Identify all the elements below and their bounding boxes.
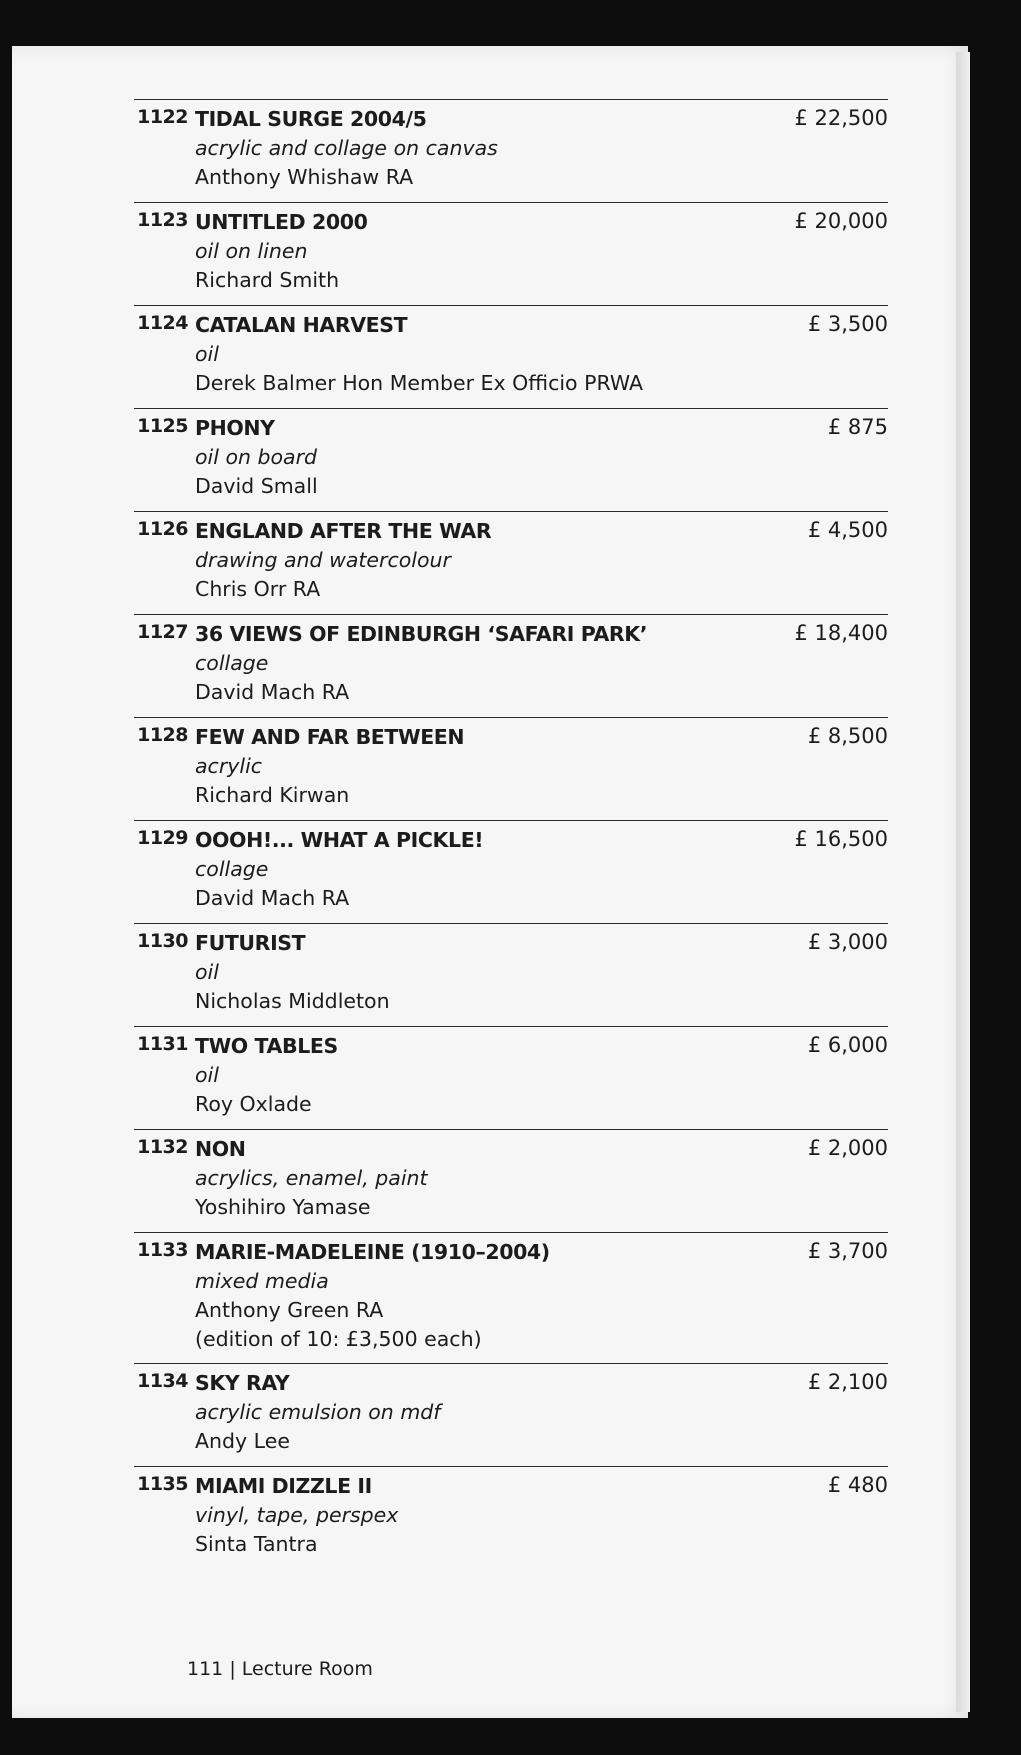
entry-title: UNTITLED 2000: [195, 210, 368, 234]
entry-artist: Derek Balmer Hon Member Ex Officio PRWA: [195, 371, 644, 395]
entry-1131: [134, 1026, 888, 1129]
entry-artist: Richard Smith: [195, 268, 340, 292]
entry-number: 1134: [137, 1370, 188, 1392]
entry-price: £ 480: [827, 1473, 888, 1497]
entry-1135: [134, 1466, 888, 1569]
entry-details: [195, 1135, 755, 1222]
entry-medium: acrylic and collage on canvas: [195, 136, 498, 160]
page-edge: [956, 52, 970, 1712]
entry-price: £ 18,400: [794, 621, 888, 645]
entry-number: 1124: [137, 312, 188, 334]
entry-price: £ 875: [827, 415, 888, 439]
entry-price: £ 3,000: [807, 930, 888, 954]
footer-separator: |: [229, 1658, 236, 1680]
entry-title: SKY RAY: [195, 1371, 290, 1395]
entry-medium: oil on board: [195, 445, 318, 469]
entry-details: [195, 517, 755, 604]
entry-price: £ 2,100: [807, 1370, 888, 1394]
entry-edition-note: (edition of 10: £3,500 each): [195, 1327, 482, 1351]
entry-medium: oil: [195, 342, 219, 366]
entry-details: [195, 1369, 755, 1456]
entry-title: TWO TABLES: [195, 1034, 338, 1058]
entry-title: FUTURIST: [195, 931, 306, 955]
entry-1133: [134, 1232, 888, 1363]
entry-1124: [134, 305, 888, 408]
entry-artist: Chris Orr RA: [195, 577, 321, 601]
entry-1130: [134, 923, 888, 1026]
entry-medium: mixed media: [195, 1269, 329, 1293]
entry-title: TIDAL SURGE 2004/5: [195, 107, 427, 131]
entry-1129: [134, 820, 888, 923]
entry-medium: collage: [195, 651, 269, 675]
entry-artist: Anthony Whishaw RA: [195, 165, 414, 189]
entry-1128: [134, 717, 888, 820]
entry-number: 1128: [137, 724, 188, 746]
entry-details: [195, 105, 755, 192]
entry-1127: [134, 614, 888, 717]
entry-details: [195, 208, 755, 295]
page-footer: [187, 1658, 373, 1680]
entry-artist: David Small: [195, 474, 318, 498]
entry-1123: [134, 202, 888, 305]
entry-number: 1133: [137, 1239, 188, 1261]
entry-price: £ 8,500: [807, 724, 888, 748]
entry-artist: Sinta Tantra: [195, 1532, 318, 1556]
entry-number: 1122: [137, 106, 188, 128]
entry-price: £ 4,500: [807, 518, 888, 542]
entry-details: [195, 414, 755, 501]
entry-title: MIAMI DIZZLE II: [195, 1474, 372, 1498]
entry-medium: acrylics, enamel, paint: [195, 1166, 428, 1190]
entry-title: CATALAN HARVEST: [195, 313, 408, 337]
entry-title: FEW AND FAR BETWEEN: [195, 725, 465, 749]
section-name: Lecture Room: [241, 1658, 373, 1680]
entry-number: 1135: [137, 1473, 188, 1495]
entry-title: OOOH!... WHAT A PICKLE!: [195, 828, 484, 852]
entry-details: [195, 929, 755, 1016]
entry-number: 1131: [137, 1033, 188, 1055]
entry-title: PHONY: [195, 416, 275, 440]
entry-details: [195, 1032, 755, 1119]
entry-price: £ 16,500: [794, 827, 888, 851]
entry-number: 1126: [137, 518, 188, 540]
entry-medium: drawing and watercolour: [195, 548, 451, 572]
entry-price: £ 2,000: [807, 1136, 888, 1160]
entry-medium: oil on linen: [195, 239, 308, 263]
entry-price: £ 22,500: [794, 106, 888, 130]
entry-price: £ 3,500: [807, 312, 888, 336]
entry-medium: oil: [195, 1063, 219, 1087]
entry-price: £ 3,700: [807, 1239, 888, 1263]
entry-medium: oil: [195, 960, 219, 984]
entry-details: [195, 620, 755, 707]
entry-artist: Anthony Green RA: [195, 1298, 384, 1322]
entry-medium: acrylic emulsion on mdf: [195, 1400, 441, 1424]
entry-artist: David Mach RA: [195, 886, 350, 910]
entry-number: 1127: [137, 621, 188, 643]
entry-artist: Richard Kirwan: [195, 783, 350, 807]
entry-artist: Andy Lee: [195, 1429, 290, 1453]
entry-details: [195, 311, 755, 398]
entry-1126: [134, 511, 888, 614]
entry-number: 1123: [137, 209, 188, 231]
entry-number: 1129: [137, 827, 188, 849]
entry-1132: [134, 1129, 888, 1232]
entry-details: [195, 723, 755, 810]
entry-medium: acrylic: [195, 754, 263, 778]
entry-title: 36 VIEWS OF EDINBURGH ‘SAFARI PARK’: [195, 622, 648, 646]
entry-details: [195, 826, 755, 913]
entry-artist: David Mach RA: [195, 680, 350, 704]
entry-title: MARIE-MADELEINE (1910–2004): [195, 1240, 550, 1264]
entry-number: 1125: [137, 415, 188, 437]
entry-1125: [134, 408, 888, 511]
entry-list: [134, 99, 888, 1569]
entry-medium: vinyl, tape, perspex: [195, 1503, 399, 1527]
entry-1122: [134, 99, 888, 202]
entry-title: NON: [195, 1137, 246, 1161]
entry-artist: Roy Oxlade: [195, 1092, 312, 1116]
catalogue-page: [12, 46, 968, 1718]
entry-artist: Nicholas Middleton: [195, 989, 390, 1013]
entry-number: 1130: [137, 930, 188, 952]
entry-price: £ 20,000: [794, 209, 888, 233]
entry-title: ENGLAND AFTER THE WAR: [195, 519, 492, 543]
entry-1134: [134, 1363, 888, 1466]
page-number: 111: [187, 1658, 224, 1680]
entry-price: £ 6,000: [807, 1033, 888, 1057]
entry-details: [195, 1238, 755, 1354]
entry-number: 1132: [137, 1136, 188, 1158]
entry-medium: collage: [195, 857, 269, 881]
entry-artist: Yoshihiro Yamase: [195, 1195, 371, 1219]
entry-details: [195, 1472, 755, 1559]
